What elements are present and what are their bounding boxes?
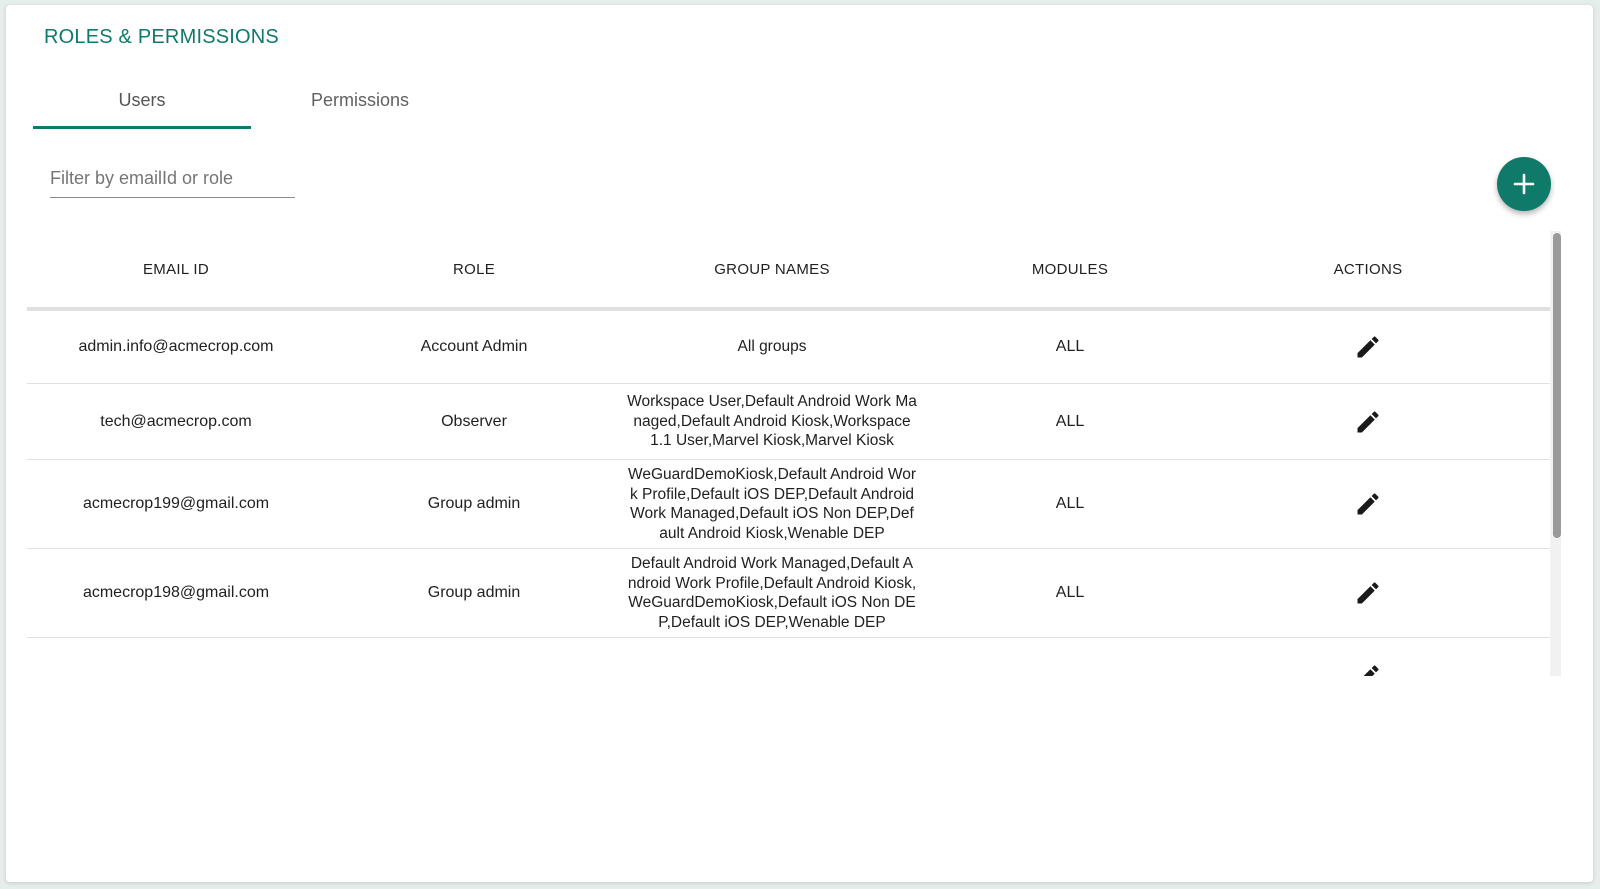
table-scrollbar-thumb[interactable] bbox=[1553, 233, 1561, 538]
cell-empty bbox=[27, 638, 325, 676]
edit-button[interactable] bbox=[1351, 330, 1385, 364]
cell-modules: ALL bbox=[1055, 412, 1085, 430]
pencil-icon bbox=[1354, 579, 1382, 607]
column-header-email[interactable]: EMAIL ID bbox=[142, 260, 210, 278]
pencil-icon bbox=[1354, 333, 1382, 361]
cell-email: acmecrop198@gmail.com bbox=[82, 584, 270, 601]
cell-actions bbox=[1219, 638, 1517, 676]
cell-role: Group admin bbox=[427, 495, 521, 512]
pencil-icon bbox=[1354, 662, 1382, 676]
column-header-group-names[interactable]: GROUP NAMES bbox=[714, 260, 830, 278]
cell-groups bbox=[623, 384, 921, 459]
pencil-icon bbox=[1354, 490, 1382, 518]
filter-field bbox=[50, 160, 295, 198]
cell-groups bbox=[623, 311, 921, 383]
edit-button[interactable] bbox=[1351, 487, 1385, 521]
cell-email: acmecrop199@gmail.com bbox=[82, 495, 270, 512]
cell-actions bbox=[1219, 311, 1517, 383]
cell-email: tech@acmecrop.com bbox=[100, 412, 252, 430]
tab-users[interactable]: Users bbox=[33, 71, 251, 129]
cell-empty bbox=[921, 638, 1219, 676]
cell-actions bbox=[1219, 549, 1517, 637]
cell-modules: ALL bbox=[1055, 584, 1085, 601]
table-row bbox=[27, 384, 1557, 460]
users-table bbox=[27, 231, 1557, 676]
table-row bbox=[27, 311, 1557, 384]
tab-permissions[interactable]: Permissions bbox=[310, 89, 410, 110]
cell-groups-text: All groups bbox=[737, 338, 807, 356]
plus-icon bbox=[1512, 172, 1536, 196]
column-header-modules[interactable]: MODULES bbox=[1031, 260, 1109, 278]
table-header bbox=[27, 231, 1557, 311]
cell-groups-text: Workspace User,Default Android Work Managed,Default Android Kiosk,Workspace 1.1 User,Marvel Kiosk,Marvel Kiosk bbox=[627, 393, 917, 450]
cell-modules: ALL bbox=[1055, 338, 1085, 355]
column-header-actions: ACTIONS bbox=[1333, 260, 1403, 278]
cell-role: Observer bbox=[441, 412, 507, 430]
table-row bbox=[27, 549, 1557, 638]
table-row bbox=[27, 460, 1557, 549]
tab-bar bbox=[33, 71, 469, 129]
cell-role: Group admin bbox=[427, 584, 521, 601]
cell-modules: ALL bbox=[1055, 495, 1085, 512]
cell-groups bbox=[623, 460, 921, 548]
edit-button[interactable] bbox=[1351, 659, 1385, 676]
cell-role: Account Admin bbox=[420, 338, 528, 355]
filter-input[interactable] bbox=[50, 160, 295, 197]
cell-empty bbox=[623, 638, 921, 676]
column-header-role[interactable]: ROLE bbox=[452, 260, 496, 278]
cell-groups-text: Default Android Work Managed,Default Android Work Profile,Default Android Kiosk,WeGuardDemoKiosk,Default iOS Non DEP,Default iOS DEP,Wenable DEP bbox=[627, 555, 917, 631]
edit-button[interactable] bbox=[1351, 405, 1385, 439]
add-user-button[interactable] bbox=[1497, 157, 1551, 211]
cell-groups-text: WeGuardDemoKiosk,Default Android Work Profile,Default iOS DEP,Default Android Work Managed,Default iOS Non DEP,Default Android Kiosk,Wenable DEP bbox=[627, 466, 917, 542]
page-title: ROLES & PERMISSIONS bbox=[44, 26, 279, 48]
cell-actions bbox=[1219, 384, 1517, 459]
cell-actions bbox=[1219, 460, 1517, 548]
edit-button[interactable] bbox=[1351, 576, 1385, 610]
cell-empty bbox=[325, 638, 623, 676]
pencil-icon bbox=[1354, 408, 1382, 436]
table-row-partial bbox=[27, 638, 1557, 676]
cell-groups bbox=[623, 549, 921, 637]
cell-email: admin.info@acmecrop.com bbox=[78, 338, 274, 355]
